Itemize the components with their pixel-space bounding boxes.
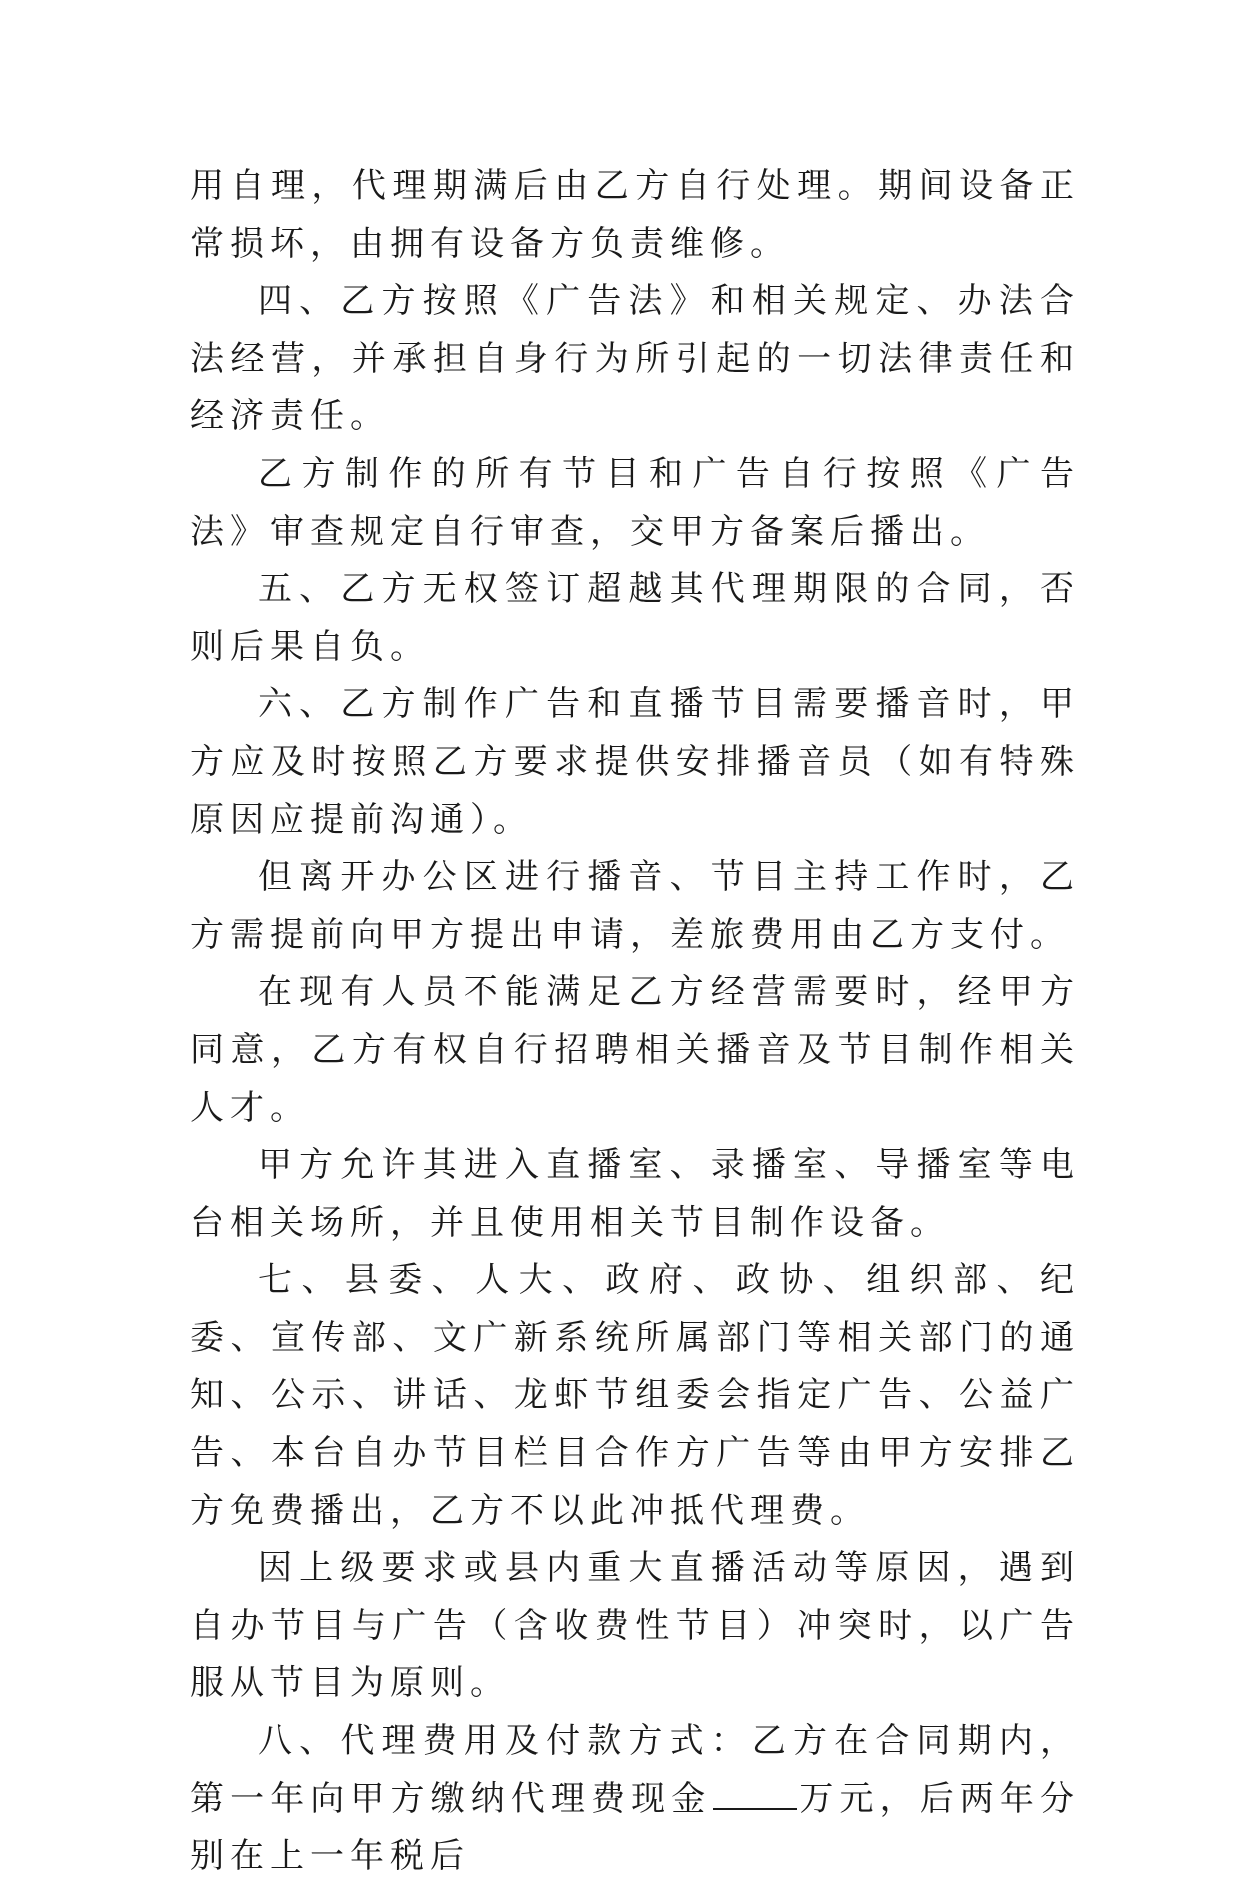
paragraph-clause-6: 六、乙方制作广告和直播节目需要播音时，甲方应及时按照乙方要求提供安排播音员（如有特殊原因应提前沟通）。 xyxy=(190,684,1080,840)
paragraph-clause-8 xyxy=(190,1713,1080,1886)
clause-8-text-before: 八、代理费用及付款方式：乙方在合同期内，第一年向甲方缴纳代理费现金 xyxy=(190,1721,1080,1819)
amount-blank-line xyxy=(713,1778,797,1810)
paragraph-clause-7: 七、县委、人大、政府、政协、组织部、纪委、宣传部、文广新系统所属部门等相关部门的通知、公示、讲话、龙虾节组委会指定广告、公益广告、本台自办节目栏目合作方广告等由甲方安排乙方免费播出，乙方不以此冲抵代理费。 xyxy=(190,1260,1080,1531)
paragraph-staffing: 在现有人员不能满足乙方经营需要时，经甲方同意，乙方有权自行招聘相关播音及节目制作相关人才。 xyxy=(190,972,1080,1128)
paragraph-clause-5: 五、乙方无权签订超越其代理期限的合同，否则后果自负。 xyxy=(190,569,1080,667)
paragraph-ad-review: 乙方制作的所有节目和广告自行按照《广告法》审查规定自行审查，交甲方备案后播出。 xyxy=(190,453,1080,552)
contract-body xyxy=(190,158,1080,1886)
clause-8-text-after: 万元，后两年分别在上一年税后 xyxy=(190,1778,1081,1877)
paragraph-clause-4: 四、乙方按照《广告法》和相关规定、办法合法经营，并承担自身行为所引起的一切法律责任和经济责任。 xyxy=(190,281,1080,437)
paragraph-continuation: 用自理，代理期满后由乙方自行处理。期间设备正常损坏，由拥有设备方负责维修。 xyxy=(190,166,1080,264)
paragraph-priority-rule: 因上级要求或县内重大直播活动等原因，遇到自办节目与广告（含收费性节目）冲突时，以广告服从节目为原则。 xyxy=(190,1548,1080,1704)
paragraph-facility-access: 甲方允许其进入直播室、录播室、导播室等电台相关场所，并且使用相关节目制作设备。 xyxy=(190,1145,1080,1243)
paragraph-off-site: 但离开办公区进行播音、节目主持工作时，乙方需提前向甲方提出申请，差旅费用由乙方支付。 xyxy=(190,857,1080,955)
